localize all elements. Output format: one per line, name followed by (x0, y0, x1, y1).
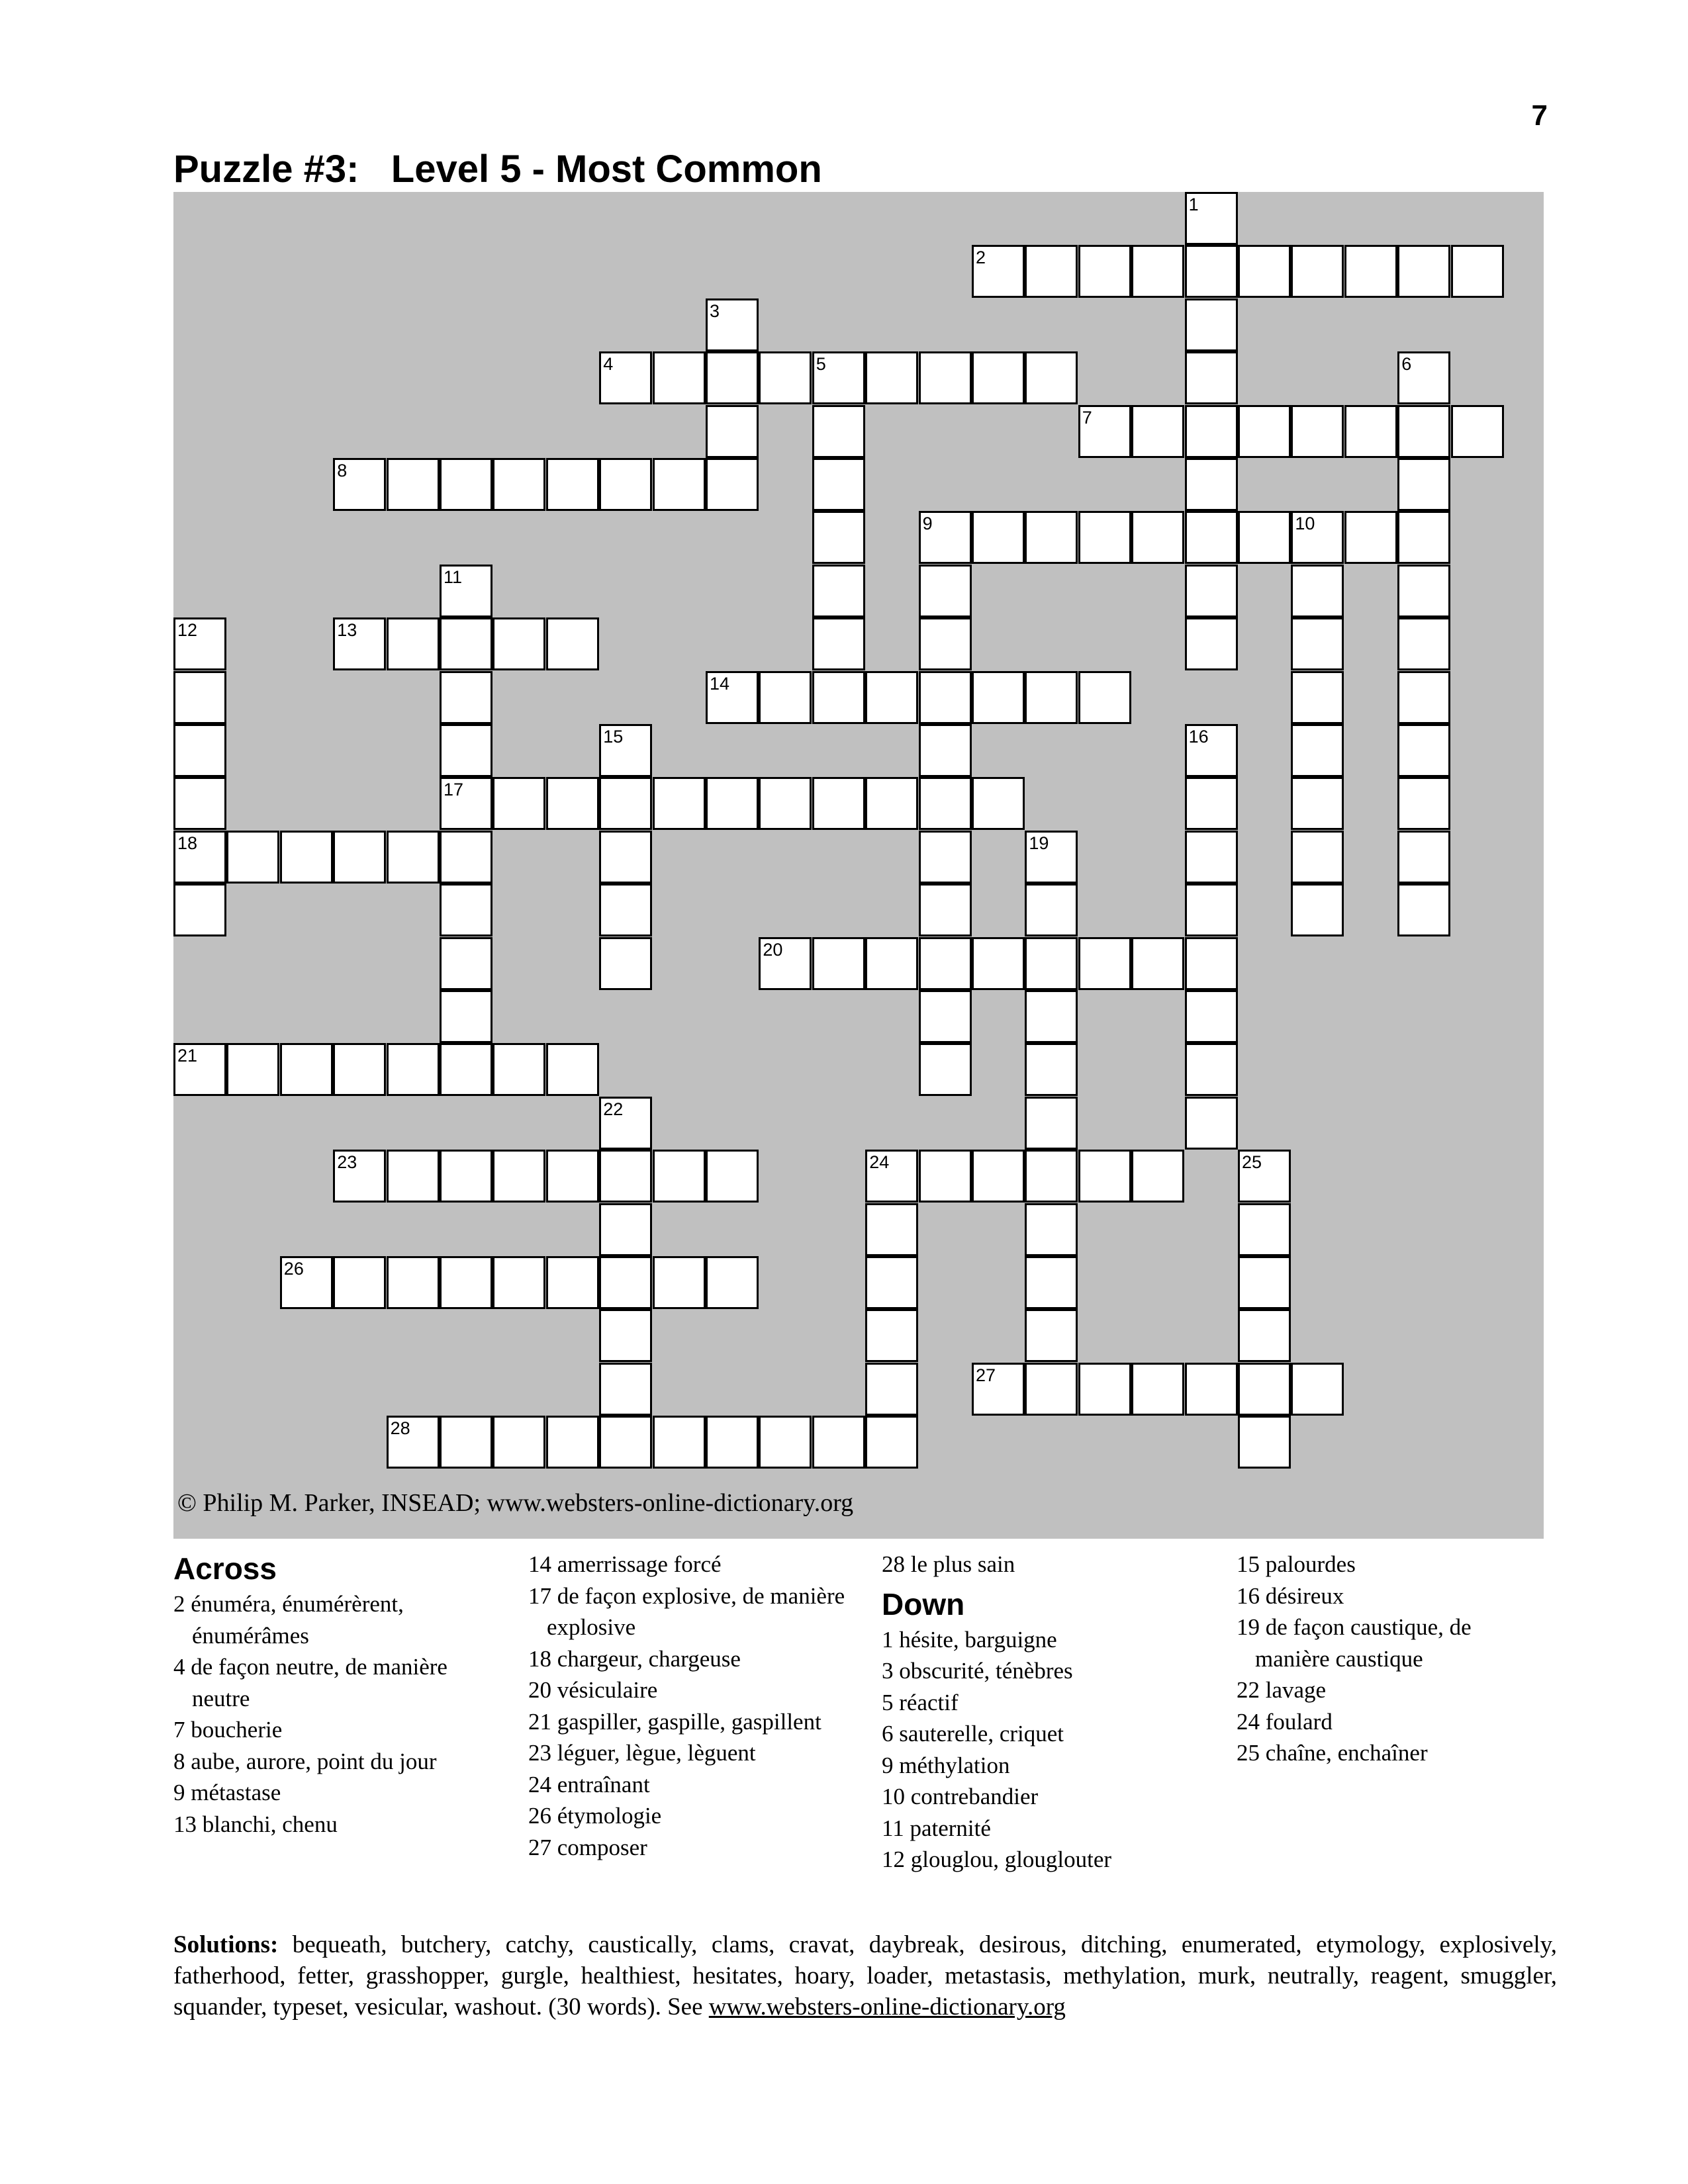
grid-cell[interactable] (440, 617, 492, 670)
across-clue-list-1 (173, 1588, 491, 1840)
grid-cell[interactable] (919, 724, 972, 777)
grid-cell[interactable] (1397, 884, 1450, 936)
grid-cell[interactable] (1078, 1363, 1131, 1416)
grid-cell[interactable] (919, 565, 972, 617)
grid-cell[interactable] (1397, 565, 1450, 617)
clue-number: 14 (710, 673, 730, 694)
grid-cell[interactable] (1025, 1203, 1078, 1256)
grid-cell[interactable] (599, 724, 652, 777)
down-clue: 15 palourdes (1237, 1551, 1356, 1577)
grid-cell[interactable] (919, 617, 972, 670)
grid-cell[interactable] (1185, 1363, 1238, 1416)
grid-cell[interactable] (972, 245, 1025, 298)
grid-cell[interactable] (919, 511, 972, 564)
grid-cell[interactable] (546, 458, 599, 511)
down-clue: 1 hésite, barguigne (882, 1626, 1057, 1653)
grid-cell[interactable] (1025, 351, 1078, 404)
grid-cell[interactable] (1185, 937, 1238, 990)
grid-cell[interactable] (1397, 671, 1450, 724)
clue-number: 8 (337, 461, 348, 480)
grid-cell[interactable] (759, 777, 812, 830)
solutions-word-list: bequeath, butchery, catchy, caustically, clams, cravat, daybreak, desirous, ditching, enumerated, etymology, explosively, fatherhood, fetter, grasshopper, gurgle, healthiest, hesitates, hoary, loader, metastasis, methylation, murk, neutrally, reagent, smuggler, squander, typeset, vesicular, washout. (30 words). See (173, 1931, 1557, 2021)
grid-cell[interactable] (706, 298, 759, 351)
grid-cell[interactable] (1185, 245, 1238, 298)
grid-cell[interactable] (865, 1309, 918, 1362)
grid-cell[interactable] (1025, 245, 1078, 298)
grid-cell[interactable] (812, 458, 865, 511)
grid-cell[interactable] (1185, 990, 1238, 1043)
grid-cell[interactable] (1025, 511, 1078, 564)
grid-cell[interactable] (653, 777, 706, 830)
grid-cell[interactable] (1025, 671, 1078, 724)
page-number: 7 (1531, 99, 1548, 132)
grid-cell[interactable] (1025, 884, 1078, 936)
across-clue: 17 de façon explosive, de manière explosive (528, 1582, 845, 1640)
grid-cell[interactable] (1291, 1363, 1344, 1416)
grid-cell[interactable] (1078, 245, 1131, 298)
across-clue: 26 étymologie (528, 1803, 662, 1829)
down-clue: 10 contrebandier (882, 1784, 1039, 1809)
grid-cell[interactable] (1131, 405, 1184, 458)
grid-cell[interactable] (653, 1416, 706, 1469)
grid-cell[interactable] (865, 351, 918, 404)
grid-cell[interactable] (919, 990, 972, 1043)
grid-cell[interactable] (173, 777, 226, 830)
grid-cell[interactable] (1291, 565, 1344, 617)
grid-cell[interactable] (1238, 1363, 1291, 1416)
grid-cell[interactable] (173, 671, 226, 724)
clue-number: 24 (869, 1152, 890, 1173)
grid-cell[interactable] (919, 1150, 972, 1203)
grid-cell[interactable] (812, 777, 865, 830)
grid-cell[interactable] (387, 458, 440, 511)
grid-cell[interactable] (706, 351, 759, 404)
grid-cell[interactable] (1291, 831, 1344, 884)
grid-cell[interactable] (1397, 724, 1450, 777)
grid-cell[interactable] (440, 990, 492, 1043)
grid-cell[interactable] (546, 1256, 599, 1309)
grid-cell[interactable] (599, 1309, 652, 1362)
grid-cell[interactable] (387, 1043, 440, 1096)
grid-cell[interactable] (1238, 1203, 1291, 1256)
clue-number: 16 (1188, 727, 1209, 747)
grid-cell[interactable] (972, 937, 1025, 990)
grid-cell[interactable] (919, 884, 972, 936)
grid-cell[interactable] (492, 617, 545, 670)
crossword-grid (173, 192, 1544, 1539)
grid-cell[interactable] (440, 671, 492, 724)
puzzle-title: Puzzle #3: Level 5 - Most Common (173, 148, 822, 191)
clue-number: 18 (177, 833, 198, 853)
down-clue: 3 obscurité, ténèbres (882, 1658, 1073, 1684)
grid-cell[interactable] (333, 1150, 386, 1203)
grid-cell[interactable] (972, 777, 1025, 830)
grid-cell[interactable] (1185, 617, 1238, 670)
grid-cell[interactable] (706, 458, 759, 511)
grid-cell[interactable] (972, 511, 1025, 564)
down-clue: 25 chaîne, enchaîner (1237, 1740, 1428, 1766)
grid-cell[interactable] (812, 617, 865, 670)
grid-cell[interactable] (1238, 1150, 1291, 1203)
grid-cell[interactable] (1078, 671, 1131, 724)
grid-cell[interactable] (1344, 245, 1397, 298)
grid-cell[interactable] (972, 671, 1025, 724)
grid-cell[interactable] (492, 1150, 545, 1203)
grid-cell[interactable] (1397, 777, 1450, 830)
grid-cell[interactable] (492, 777, 545, 830)
grid-cell[interactable] (865, 1203, 918, 1256)
clue-number: 27 (976, 1365, 996, 1385)
across-clue-list-3 (882, 1549, 1199, 1580)
grid-cell[interactable] (919, 671, 972, 724)
grid-cell[interactable] (1185, 192, 1238, 245)
grid-cell[interactable] (706, 1416, 759, 1469)
grid-cell[interactable] (1291, 405, 1344, 458)
grid-cell[interactable] (1025, 990, 1078, 1043)
across-clue: 23 léguer, lègue, lèguent (528, 1740, 756, 1766)
grid-cell[interactable] (812, 1416, 865, 1469)
grid-cell[interactable] (1344, 511, 1397, 564)
clue-number: 7 (1082, 407, 1092, 428)
across-clue: 8 aube, aurore, point du jour (173, 1748, 437, 1774)
grid-cell[interactable] (440, 937, 492, 990)
clue-number: 21 (177, 1046, 198, 1066)
grid-cell[interactable] (1185, 884, 1238, 936)
grid-cell[interactable] (440, 1416, 492, 1469)
grid-cell[interactable] (865, 671, 918, 724)
clue-number: 10 (1295, 514, 1315, 534)
grid-cell[interactable] (865, 1150, 918, 1203)
across-clue: 4 de façon neutre, de manière neutre (173, 1654, 447, 1711)
grid-cell[interactable] (1025, 937, 1078, 990)
grid-cell[interactable] (812, 511, 865, 564)
grid-cell[interactable] (546, 617, 599, 670)
grid-cell[interactable] (706, 405, 759, 458)
grid-cell[interactable] (1397, 405, 1450, 458)
grid-cell[interactable] (812, 405, 865, 458)
across-clue-list-2 (528, 1549, 846, 1863)
grid-cell[interactable] (280, 1043, 333, 1096)
grid-cell[interactable] (492, 458, 545, 511)
grid-cell[interactable] (972, 1363, 1025, 1416)
grid-cell[interactable] (812, 937, 865, 990)
grid-cell[interactable] (919, 351, 972, 404)
grid-cell[interactable] (1185, 511, 1238, 564)
grid-cell[interactable] (333, 831, 386, 884)
across-clue: 9 métastase (173, 1780, 281, 1805)
grid-cell[interactable] (1397, 511, 1450, 564)
grid-cell[interactable] (440, 1256, 492, 1309)
grid-cell[interactable] (173, 617, 226, 670)
clue-number: 1 (1188, 195, 1199, 214)
grid-cell[interactable] (226, 1043, 279, 1096)
grid-cell[interactable] (1291, 617, 1344, 670)
grid-cell[interactable] (972, 1150, 1025, 1203)
down-clue: 9 méthylation (882, 1752, 1010, 1778)
down-clue-list-1 (882, 1624, 1199, 1876)
grid-cell[interactable] (919, 937, 972, 990)
grid-cell[interactable] (1078, 405, 1131, 458)
grid-cell[interactable] (653, 1150, 706, 1203)
clue-number: 3 (710, 300, 720, 321)
grid-cell[interactable] (972, 351, 1025, 404)
down-clue: 22 lavage (1237, 1677, 1327, 1703)
grid-cell[interactable] (599, 884, 652, 936)
grid-cell[interactable] (706, 777, 759, 830)
grid-cell[interactable] (333, 458, 386, 511)
grid-cell[interactable] (1185, 831, 1238, 884)
grid-cell[interactable] (865, 937, 918, 990)
grid-cell[interactable] (1238, 1256, 1291, 1309)
grid-cell[interactable] (387, 1150, 440, 1203)
across-clue: 2 énuméra, énumérèrent, énumérâmes (173, 1591, 404, 1649)
grid-cell[interactable] (812, 351, 865, 404)
grid-cell[interactable] (173, 1043, 226, 1096)
grid-cell[interactable] (759, 351, 812, 404)
grid-cell[interactable] (1451, 245, 1504, 298)
grid-cell[interactable] (1131, 1363, 1184, 1416)
grid-cell[interactable] (173, 831, 226, 884)
grid-cell[interactable] (1025, 1097, 1078, 1150)
grid-cell[interactable] (333, 617, 386, 670)
clue-number: 15 (603, 727, 624, 747)
grid-cell[interactable] (546, 1150, 599, 1203)
grid-cell[interactable] (387, 1256, 440, 1309)
grid-cell[interactable] (759, 937, 812, 990)
grid-cell[interactable] (1291, 245, 1344, 298)
grid-cell[interactable] (1025, 1043, 1078, 1096)
grid-cell[interactable] (653, 351, 706, 404)
grid-cell[interactable] (333, 1043, 386, 1096)
down-clue-list-2 (1237, 1549, 1541, 1769)
grid-cell[interactable] (492, 1416, 545, 1469)
grid-cell[interactable] (812, 671, 865, 724)
grid-cell[interactable] (865, 1416, 918, 1469)
grid-cell[interactable] (865, 1256, 918, 1309)
grid-cell[interactable] (1291, 724, 1344, 777)
grid-cell[interactable] (1131, 1150, 1184, 1203)
grid-cell[interactable] (599, 1150, 652, 1203)
clue-number: 28 (390, 1418, 410, 1439)
grid-cell[interactable] (1291, 777, 1344, 830)
grid-cell[interactable] (759, 671, 812, 724)
grid-cell[interactable] (1131, 245, 1184, 298)
clue-number: 13 (337, 620, 357, 641)
grid-cell[interactable] (440, 777, 492, 830)
clue-number: 4 (603, 354, 614, 375)
across-clue: 13 blanchi, chenu (173, 1811, 338, 1837)
grid-cell[interactable] (1291, 511, 1344, 564)
clue-number: 26 (283, 1259, 304, 1279)
grid-cell[interactable] (492, 1043, 545, 1096)
grid-cell[interactable] (226, 831, 279, 884)
grid-cell[interactable] (1397, 617, 1450, 670)
grid-cell[interactable] (1397, 458, 1450, 511)
clue-number: 19 (1029, 833, 1049, 853)
down-clue: 19 de façon caustique, de manière caustique (1237, 1614, 1472, 1672)
grid-cell[interactable] (706, 1256, 759, 1309)
grid-cell[interactable] (1025, 1363, 1078, 1416)
grid-cell[interactable] (387, 617, 440, 670)
grid-cell[interactable] (1238, 1416, 1291, 1469)
grid-cell[interactable] (1025, 1309, 1078, 1362)
across-clue: 27 composer (528, 1834, 647, 1860)
clues-column-4 (1237, 1549, 1541, 1769)
grid-cell[interactable] (599, 1097, 652, 1150)
grid-cell[interactable] (812, 565, 865, 617)
grid-cell[interactable] (280, 831, 333, 884)
grid-cell[interactable] (1291, 884, 1344, 936)
down-clue: 12 glouglou, glouglouter (882, 1846, 1112, 1872)
grid-cell[interactable] (1185, 351, 1238, 404)
copyright-notice: © Philip M. Parker, INSEAD; www.websters-online-dictionary.org (177, 1489, 854, 1517)
grid-cell[interactable] (1025, 831, 1078, 884)
grid-cell[interactable] (1185, 298, 1238, 351)
grid-cell[interactable] (1185, 1097, 1238, 1150)
grid-cell[interactable] (599, 831, 652, 884)
grid-cell[interactable] (440, 1043, 492, 1096)
grid-cell[interactable] (1025, 1256, 1078, 1309)
grid-cell[interactable] (546, 777, 599, 830)
across-clue: 20 vésiculaire (528, 1677, 658, 1703)
grid-cell[interactable] (599, 351, 652, 404)
clues-column-2 (528, 1549, 846, 1863)
grid-cell[interactable] (1025, 1150, 1078, 1203)
grid-cell[interactable] (1185, 565, 1238, 617)
down-clue: 24 foulard (1237, 1708, 1333, 1735)
grid-cell[interactable] (1078, 937, 1131, 990)
grid-cell[interactable] (1344, 405, 1397, 458)
grid-cell[interactable] (1185, 1043, 1238, 1096)
across-clue: 28 le plus sain (882, 1551, 1015, 1577)
across-clue: 21 gaspiller, gaspille, gaspillent (528, 1708, 821, 1735)
clue-number: 11 (444, 567, 463, 587)
grid-cell[interactable] (1238, 245, 1291, 298)
grid-cell[interactable] (1185, 405, 1238, 458)
grid-cell[interactable] (387, 1416, 440, 1469)
grid-cell[interactable] (599, 1416, 652, 1469)
down-heading: Down (882, 1586, 965, 1621)
grid-cell[interactable] (1238, 511, 1291, 564)
clue-number: 25 (1242, 1152, 1262, 1173)
clue-number: 5 (816, 354, 826, 375)
grid-cell[interactable] (440, 458, 492, 511)
solutions-link[interactable]: www.websters-online-dictionary.org (708, 1993, 1066, 2021)
grid-cell[interactable] (599, 1256, 652, 1309)
across-clue: 24 entraînant (528, 1771, 650, 1797)
clues-column-3 (882, 1549, 1199, 1876)
clue-number: 23 (337, 1152, 357, 1173)
grid-cell[interactable] (919, 831, 972, 884)
grid-cell[interactable] (1238, 405, 1291, 458)
grid-cell[interactable] (865, 777, 918, 830)
grid-cell[interactable] (1291, 671, 1344, 724)
clue-number: 2 (976, 248, 986, 268)
across-clue: 14 amerrissage forcé (528, 1551, 722, 1577)
grid-cell[interactable] (599, 937, 652, 990)
grid-cell[interactable] (440, 1150, 492, 1203)
clue-number: 6 (1401, 354, 1412, 375)
grid-cell[interactable] (492, 1256, 545, 1309)
clue-number: 12 (177, 620, 198, 641)
grid-cell[interactable] (706, 671, 759, 724)
across-clue: 7 boucherie (173, 1717, 283, 1743)
grid-cell[interactable] (440, 884, 492, 936)
grid-cell[interactable] (653, 458, 706, 511)
grid-cell[interactable] (865, 1363, 918, 1416)
clue-number: 17 (444, 780, 464, 800)
grid-cell[interactable] (387, 831, 440, 884)
across-heading: Across (173, 1551, 277, 1586)
grid-cell[interactable] (333, 1256, 386, 1309)
grid-cell[interactable] (1078, 1150, 1131, 1203)
grid-cell[interactable] (546, 1416, 599, 1469)
grid-cell[interactable] (599, 777, 652, 830)
grid-cell[interactable] (1185, 724, 1238, 777)
clue-number: 9 (922, 514, 933, 534)
grid-cell[interactable] (1078, 511, 1131, 564)
grid-cell[interactable] (440, 565, 492, 617)
grid-cell[interactable] (706, 1150, 759, 1203)
down-clue: 6 sauterelle, criquet (882, 1721, 1064, 1747)
solutions-paragraph (173, 1929, 1557, 2023)
grid-cell[interactable] (173, 724, 226, 777)
grid-cell[interactable] (1185, 458, 1238, 511)
grid-cell[interactable] (173, 884, 226, 936)
across-clue: 18 chargeur, chargeuse (528, 1645, 741, 1672)
grid-cell[interactable] (440, 831, 492, 884)
grid-cell[interactable] (653, 1256, 706, 1309)
grid-cell[interactable] (759, 1416, 812, 1469)
grid-cell[interactable] (919, 1043, 972, 1096)
grid-cell[interactable] (1451, 405, 1504, 458)
grid-cell[interactable] (546, 1043, 599, 1096)
grid-cell[interactable] (599, 1203, 652, 1256)
grid-cell[interactable] (280, 1256, 333, 1309)
grid-cell[interactable] (599, 1363, 652, 1416)
grid-cell[interactable] (919, 777, 972, 830)
grid-cell[interactable] (599, 458, 652, 511)
grid-cell[interactable] (1185, 777, 1238, 830)
down-clue: 11 paternité (882, 1815, 991, 1841)
grid-cell[interactable] (1131, 511, 1184, 564)
clue-number: 20 (763, 939, 783, 960)
grid-cell[interactable] (1131, 937, 1184, 990)
down-clue: 16 désireux (1237, 1582, 1344, 1609)
grid-cell[interactable] (1238, 1309, 1291, 1362)
grid-cell[interactable] (1397, 245, 1450, 298)
solutions-label: Solutions: (173, 1931, 279, 1958)
down-clue: 5 réactif (882, 1689, 959, 1715)
clue-number: 22 (603, 1099, 624, 1119)
grid-cell[interactable] (1397, 351, 1450, 404)
clues-column-1 (173, 1549, 491, 1840)
grid-cell[interactable] (1397, 831, 1450, 884)
grid-cell[interactable] (440, 724, 492, 777)
